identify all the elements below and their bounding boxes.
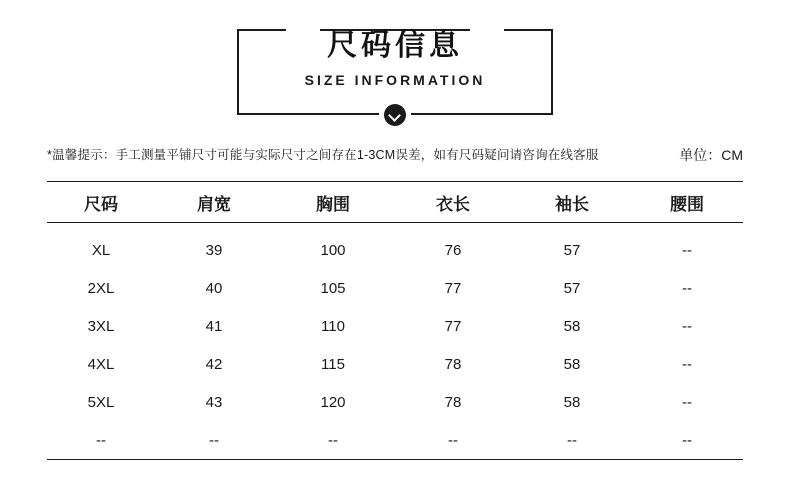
cell-size: 2XL: [87, 279, 115, 297]
cell-sleeve: 58: [563, 355, 581, 373]
cell-bust: 100: [320, 241, 346, 259]
cell-waist: --: [682, 279, 692, 297]
cell-length: 78: [444, 393, 462, 411]
column-header-size: 尺码: [47, 182, 155, 223]
cell-bust: 110: [321, 317, 345, 335]
size-table-head: [47, 182, 743, 223]
table-row: [47, 421, 743, 460]
cell-waist: --: [682, 241, 692, 259]
cell-waist: --: [682, 393, 692, 411]
cell-sleeve: 58: [563, 393, 581, 411]
chevron-down-icon: [384, 104, 406, 126]
cell-bust: 120: [320, 393, 346, 411]
table-header-row: [47, 182, 743, 223]
table-row: [47, 345, 743, 383]
chevron-down-badge: [379, 104, 411, 126]
cell-bust: 115: [321, 355, 345, 373]
cell-size: XL: [91, 241, 111, 259]
cell-length: 76: [444, 241, 462, 259]
cell-length: 77: [444, 317, 462, 335]
table-row: [47, 383, 743, 421]
table-row: [47, 269, 743, 307]
size-table-body: [47, 223, 743, 460]
table-row: [47, 223, 743, 270]
cell-size: 4XL: [87, 355, 115, 373]
cell-shoulder: 39: [205, 241, 223, 259]
column-header-waist: 腰围: [631, 182, 743, 223]
size-table: [47, 181, 743, 460]
cell-sleeve: 57: [563, 279, 581, 297]
cell-shoulder: 40: [205, 279, 223, 297]
cell-sleeve: 58: [563, 317, 581, 335]
page-title: 尺码信息: [327, 29, 463, 62]
column-header-sleeve: 袖长: [513, 182, 631, 223]
cell-size: 5XL: [87, 393, 115, 411]
cell-sleeve: --: [513, 421, 631, 460]
cell-size: 3XL: [87, 317, 115, 335]
column-header-length: 衣长: [393, 182, 513, 223]
unit-label: 单位：CM: [679, 147, 743, 163]
cell-shoulder: 43: [205, 393, 223, 411]
cell-shoulder: 41: [205, 317, 223, 335]
column-header-bust: 胸围: [273, 182, 393, 223]
notes-row: [0, 145, 790, 175]
page-header: [0, 0, 790, 130]
cell-shoulder: 42: [205, 355, 223, 373]
cell-length: --: [393, 421, 513, 460]
cell-length: 78: [444, 355, 462, 373]
size-table-container: [47, 181, 743, 460]
page-subtitle: SIZE INFORMATION: [304, 72, 486, 88]
cell-waist: --: [682, 317, 692, 335]
column-header-shoulder: 肩宽: [155, 182, 273, 223]
table-row: [47, 307, 743, 345]
cell-bust: 105: [320, 279, 346, 297]
cell-size: --: [47, 421, 155, 460]
cell-waist: --: [631, 421, 743, 460]
cell-sleeve: 57: [563, 241, 581, 259]
cell-length: 77: [444, 279, 462, 297]
cell-waist: --: [682, 355, 692, 373]
cell-bust: --: [273, 421, 393, 460]
measurement-disclaimer: *温馨提示：手工测量平铺尺寸可能与实际尺寸之间存在1-3CM误差，如有尺码疑问请咨询在线客服: [47, 148, 599, 162]
cell-shoulder: --: [155, 421, 273, 460]
